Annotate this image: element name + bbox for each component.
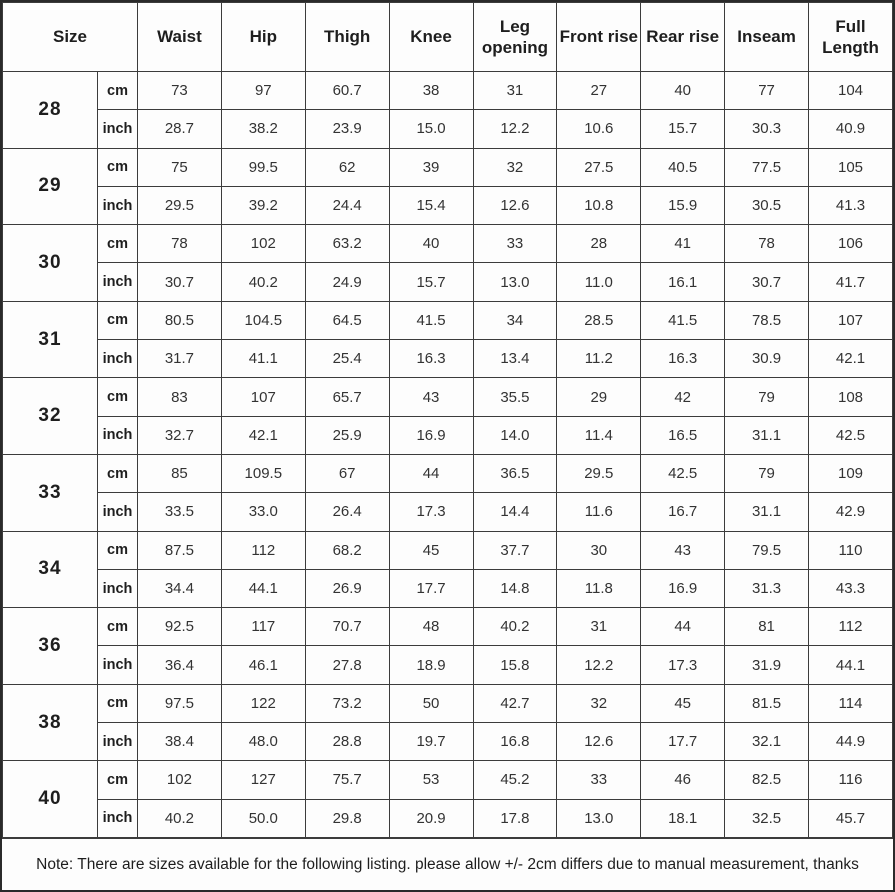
- value-cell: 16.8: [473, 723, 557, 761]
- value-cell: 79.5: [725, 531, 809, 569]
- value-cell: 42.1: [809, 340, 893, 378]
- value-cell: 67: [305, 454, 389, 492]
- value-cell: 45.2: [473, 761, 557, 799]
- value-cell: 11.2: [557, 340, 641, 378]
- value-cell: 50.0: [221, 799, 305, 837]
- value-cell: 27.5: [557, 148, 641, 186]
- value-cell: 104.5: [221, 301, 305, 339]
- value-cell: 26.4: [305, 493, 389, 531]
- value-cell: 31.9: [725, 646, 809, 684]
- table-row: [3, 110, 893, 148]
- value-cell: 32: [473, 148, 557, 186]
- unit-cell: cm: [98, 608, 138, 646]
- value-cell: 77: [725, 72, 809, 110]
- value-cell: 80.5: [138, 301, 222, 339]
- unit-cell: cm: [98, 72, 138, 110]
- value-cell: 33.0: [221, 493, 305, 531]
- value-cell: 30.7: [725, 263, 809, 301]
- value-cell: 16.9: [389, 416, 473, 454]
- value-cell: 17.8: [473, 799, 557, 837]
- value-cell: 27.8: [305, 646, 389, 684]
- value-cell: 27: [557, 72, 641, 110]
- value-cell: 42.1: [221, 416, 305, 454]
- value-cell: 12.6: [557, 723, 641, 761]
- value-cell: 43: [389, 378, 473, 416]
- value-cell: 73: [138, 72, 222, 110]
- value-cell: 12.2: [473, 110, 557, 148]
- value-cell: 37.7: [473, 531, 557, 569]
- value-cell: 108: [809, 378, 893, 416]
- value-cell: 23.9: [305, 110, 389, 148]
- table-row: [3, 148, 893, 186]
- unit-cell: inch: [98, 569, 138, 607]
- value-cell: 19.7: [389, 723, 473, 761]
- table-row: [3, 454, 893, 492]
- value-cell: 15.4: [389, 186, 473, 224]
- value-cell: 31.7: [138, 340, 222, 378]
- value-cell: 16.7: [641, 493, 725, 531]
- value-cell: 104: [809, 72, 893, 110]
- unit-cell: inch: [98, 799, 138, 837]
- value-cell: 53: [389, 761, 473, 799]
- value-cell: 107: [809, 301, 893, 339]
- value-cell: 102: [138, 761, 222, 799]
- value-cell: 10.6: [557, 110, 641, 148]
- value-cell: 31.1: [725, 416, 809, 454]
- unit-cell: inch: [98, 110, 138, 148]
- value-cell: 16.5: [641, 416, 725, 454]
- column-header-inseam: Inseam: [725, 3, 809, 72]
- value-cell: 34.4: [138, 569, 222, 607]
- value-cell: 30.7: [138, 263, 222, 301]
- value-cell: 14.8: [473, 569, 557, 607]
- size-cell: 31: [3, 301, 98, 378]
- value-cell: 10.8: [557, 186, 641, 224]
- table-row: [3, 225, 893, 263]
- value-cell: 38: [389, 72, 473, 110]
- table-row: [3, 761, 893, 799]
- value-cell: 12.2: [557, 646, 641, 684]
- value-cell: 87.5: [138, 531, 222, 569]
- size-cell: 40: [3, 761, 98, 838]
- value-cell: 25.9: [305, 416, 389, 454]
- value-cell: 112: [809, 608, 893, 646]
- value-cell: 31: [557, 608, 641, 646]
- table-row: [3, 301, 893, 339]
- value-cell: 11.0: [557, 263, 641, 301]
- value-cell: 41.7: [809, 263, 893, 301]
- value-cell: 32.1: [725, 723, 809, 761]
- value-cell: 34: [473, 301, 557, 339]
- size-cell: 36: [3, 608, 98, 685]
- column-header-hip: Hip: [221, 3, 305, 72]
- value-cell: 44.9: [809, 723, 893, 761]
- column-header-knee: Knee: [389, 3, 473, 72]
- value-cell: 81.5: [725, 684, 809, 722]
- unit-cell: cm: [98, 531, 138, 569]
- value-cell: 25.4: [305, 340, 389, 378]
- table-row: [3, 723, 893, 761]
- value-cell: 31.3: [725, 569, 809, 607]
- value-cell: 35.5: [473, 378, 557, 416]
- value-cell: 16.3: [389, 340, 473, 378]
- unit-cell: cm: [98, 225, 138, 263]
- table-row: [3, 608, 893, 646]
- value-cell: 42.5: [809, 416, 893, 454]
- table-row: [3, 531, 893, 569]
- value-cell: 17.3: [641, 646, 725, 684]
- value-cell: 18.9: [389, 646, 473, 684]
- value-cell: 106: [809, 225, 893, 263]
- value-cell: 63.2: [305, 225, 389, 263]
- value-cell: 42.7: [473, 684, 557, 722]
- size-cell: 34: [3, 531, 98, 608]
- value-cell: 97: [221, 72, 305, 110]
- unit-cell: inch: [98, 646, 138, 684]
- value-cell: 41.3: [809, 186, 893, 224]
- value-cell: 29.8: [305, 799, 389, 837]
- size-table-body: [3, 72, 893, 838]
- value-cell: 16.3: [641, 340, 725, 378]
- value-cell: 20.9: [389, 799, 473, 837]
- value-cell: 41.5: [389, 301, 473, 339]
- table-row: [3, 263, 893, 301]
- value-cell: 28: [557, 225, 641, 263]
- value-cell: 26.9: [305, 569, 389, 607]
- size-cell: 33: [3, 454, 98, 531]
- value-cell: 42.5: [641, 454, 725, 492]
- column-header-size: Size: [3, 3, 138, 72]
- value-cell: 15.9: [641, 186, 725, 224]
- unit-cell: inch: [98, 723, 138, 761]
- column-header-front-rise: Front rise: [557, 3, 641, 72]
- value-cell: 45.7: [809, 799, 893, 837]
- value-cell: 11.8: [557, 569, 641, 607]
- value-cell: 114: [809, 684, 893, 722]
- unit-cell: cm: [98, 454, 138, 492]
- value-cell: 13.0: [557, 799, 641, 837]
- column-header-rear-rise: Rear rise: [641, 3, 725, 72]
- value-cell: 24.9: [305, 263, 389, 301]
- value-cell: 17.7: [641, 723, 725, 761]
- value-cell: 60.7: [305, 72, 389, 110]
- note-text: Note: There are sizes available for the following listing. please allow +/- 2cm differs due to manual measurement, thanks: [2, 838, 893, 892]
- value-cell: 39.2: [221, 186, 305, 224]
- column-header-full-length: Full Length: [809, 3, 893, 72]
- value-cell: 99.5: [221, 148, 305, 186]
- value-cell: 109: [809, 454, 893, 492]
- value-cell: 33: [473, 225, 557, 263]
- table-row: [3, 569, 893, 607]
- value-cell: 40.2: [138, 799, 222, 837]
- table-row: [3, 186, 893, 224]
- value-cell: 30.9: [725, 340, 809, 378]
- value-cell: 36.4: [138, 646, 222, 684]
- unit-cell: cm: [98, 148, 138, 186]
- size-cell: 38: [3, 684, 98, 761]
- value-cell: 127: [221, 761, 305, 799]
- value-cell: 122: [221, 684, 305, 722]
- value-cell: 40.2: [473, 608, 557, 646]
- value-cell: 48: [389, 608, 473, 646]
- value-cell: 13.4: [473, 340, 557, 378]
- table-row: [3, 646, 893, 684]
- value-cell: 40.5: [641, 148, 725, 186]
- unit-cell: inch: [98, 263, 138, 301]
- value-cell: 18.1: [641, 799, 725, 837]
- value-cell: 11.6: [557, 493, 641, 531]
- table-row: [3, 72, 893, 110]
- value-cell: 29: [557, 378, 641, 416]
- value-cell: 110: [809, 531, 893, 569]
- value-cell: 44.1: [221, 569, 305, 607]
- size-chart-table: [2, 2, 893, 838]
- value-cell: 32.5: [725, 799, 809, 837]
- value-cell: 78.5: [725, 301, 809, 339]
- unit-cell: cm: [98, 684, 138, 722]
- value-cell: 117: [221, 608, 305, 646]
- value-cell: 41.1: [221, 340, 305, 378]
- value-cell: 40.2: [221, 263, 305, 301]
- value-cell: 112: [221, 531, 305, 569]
- value-cell: 79: [725, 454, 809, 492]
- column-header-leg-opening: Leg opening: [473, 3, 557, 72]
- table-row: [3, 416, 893, 454]
- value-cell: 29.5: [557, 454, 641, 492]
- value-cell: 32.7: [138, 416, 222, 454]
- value-cell: 44: [389, 454, 473, 492]
- table-row: [3, 799, 893, 837]
- size-cell: 29: [3, 148, 98, 225]
- unit-cell: inch: [98, 186, 138, 224]
- value-cell: 107: [221, 378, 305, 416]
- table-row: [3, 493, 893, 531]
- value-cell: 15.7: [641, 110, 725, 148]
- value-cell: 17.7: [389, 569, 473, 607]
- value-cell: 29.5: [138, 186, 222, 224]
- value-cell: 48.0: [221, 723, 305, 761]
- value-cell: 92.5: [138, 608, 222, 646]
- value-cell: 32: [557, 684, 641, 722]
- unit-cell: cm: [98, 301, 138, 339]
- value-cell: 102: [221, 225, 305, 263]
- value-cell: 41: [641, 225, 725, 263]
- value-cell: 82.5: [725, 761, 809, 799]
- value-cell: 16.1: [641, 263, 725, 301]
- value-cell: 81: [725, 608, 809, 646]
- value-cell: 28.8: [305, 723, 389, 761]
- value-cell: 33.5: [138, 493, 222, 531]
- unit-cell: cm: [98, 761, 138, 799]
- value-cell: 30: [557, 531, 641, 569]
- value-cell: 73.2: [305, 684, 389, 722]
- value-cell: 45: [389, 531, 473, 569]
- value-cell: 78: [725, 225, 809, 263]
- value-cell: 109.5: [221, 454, 305, 492]
- unit-cell: inch: [98, 493, 138, 531]
- column-header-thigh: Thigh: [305, 3, 389, 72]
- value-cell: 40: [389, 225, 473, 263]
- value-cell: 36.5: [473, 454, 557, 492]
- unit-cell: cm: [98, 378, 138, 416]
- unit-cell: inch: [98, 340, 138, 378]
- value-cell: 40.9: [809, 110, 893, 148]
- value-cell: 13.0: [473, 263, 557, 301]
- value-cell: 64.5: [305, 301, 389, 339]
- value-cell: 14.0: [473, 416, 557, 454]
- value-cell: 45: [641, 684, 725, 722]
- value-cell: 30.5: [725, 186, 809, 224]
- value-cell: 24.4: [305, 186, 389, 224]
- value-cell: 46.1: [221, 646, 305, 684]
- value-cell: 77.5: [725, 148, 809, 186]
- value-cell: 40: [641, 72, 725, 110]
- value-cell: 15.8: [473, 646, 557, 684]
- unit-cell: inch: [98, 416, 138, 454]
- value-cell: 12.6: [473, 186, 557, 224]
- size-cell: 32: [3, 378, 98, 455]
- value-cell: 30.3: [725, 110, 809, 148]
- table-row: [3, 684, 893, 722]
- value-cell: 28.5: [557, 301, 641, 339]
- value-cell: 31.1: [725, 493, 809, 531]
- value-cell: 11.4: [557, 416, 641, 454]
- header-row: [3, 3, 893, 72]
- value-cell: 31: [473, 72, 557, 110]
- value-cell: 28.7: [138, 110, 222, 148]
- value-cell: 44.1: [809, 646, 893, 684]
- value-cell: 79: [725, 378, 809, 416]
- value-cell: 62: [305, 148, 389, 186]
- value-cell: 17.3: [389, 493, 473, 531]
- table-row: [3, 378, 893, 416]
- value-cell: 116: [809, 761, 893, 799]
- value-cell: 15.7: [389, 263, 473, 301]
- size-cell: 30: [3, 225, 98, 302]
- value-cell: 85: [138, 454, 222, 492]
- value-cell: 41.5: [641, 301, 725, 339]
- column-header-waist: Waist: [138, 3, 222, 72]
- value-cell: 16.9: [641, 569, 725, 607]
- value-cell: 42.9: [809, 493, 893, 531]
- value-cell: 50: [389, 684, 473, 722]
- value-cell: 70.7: [305, 608, 389, 646]
- value-cell: 42: [641, 378, 725, 416]
- value-cell: 14.4: [473, 493, 557, 531]
- value-cell: 33: [557, 761, 641, 799]
- value-cell: 78: [138, 225, 222, 263]
- value-cell: 65.7: [305, 378, 389, 416]
- value-cell: 43: [641, 531, 725, 569]
- value-cell: 15.0: [389, 110, 473, 148]
- value-cell: 46: [641, 761, 725, 799]
- value-cell: 83: [138, 378, 222, 416]
- value-cell: 75.7: [305, 761, 389, 799]
- size-cell: 28: [3, 72, 98, 149]
- value-cell: 105: [809, 148, 893, 186]
- table-row: [3, 340, 893, 378]
- value-cell: 97.5: [138, 684, 222, 722]
- value-cell: 38.2: [221, 110, 305, 148]
- value-cell: 75: [138, 148, 222, 186]
- value-cell: 68.2: [305, 531, 389, 569]
- value-cell: 44: [641, 608, 725, 646]
- value-cell: 39: [389, 148, 473, 186]
- value-cell: 43.3: [809, 569, 893, 607]
- value-cell: 38.4: [138, 723, 222, 761]
